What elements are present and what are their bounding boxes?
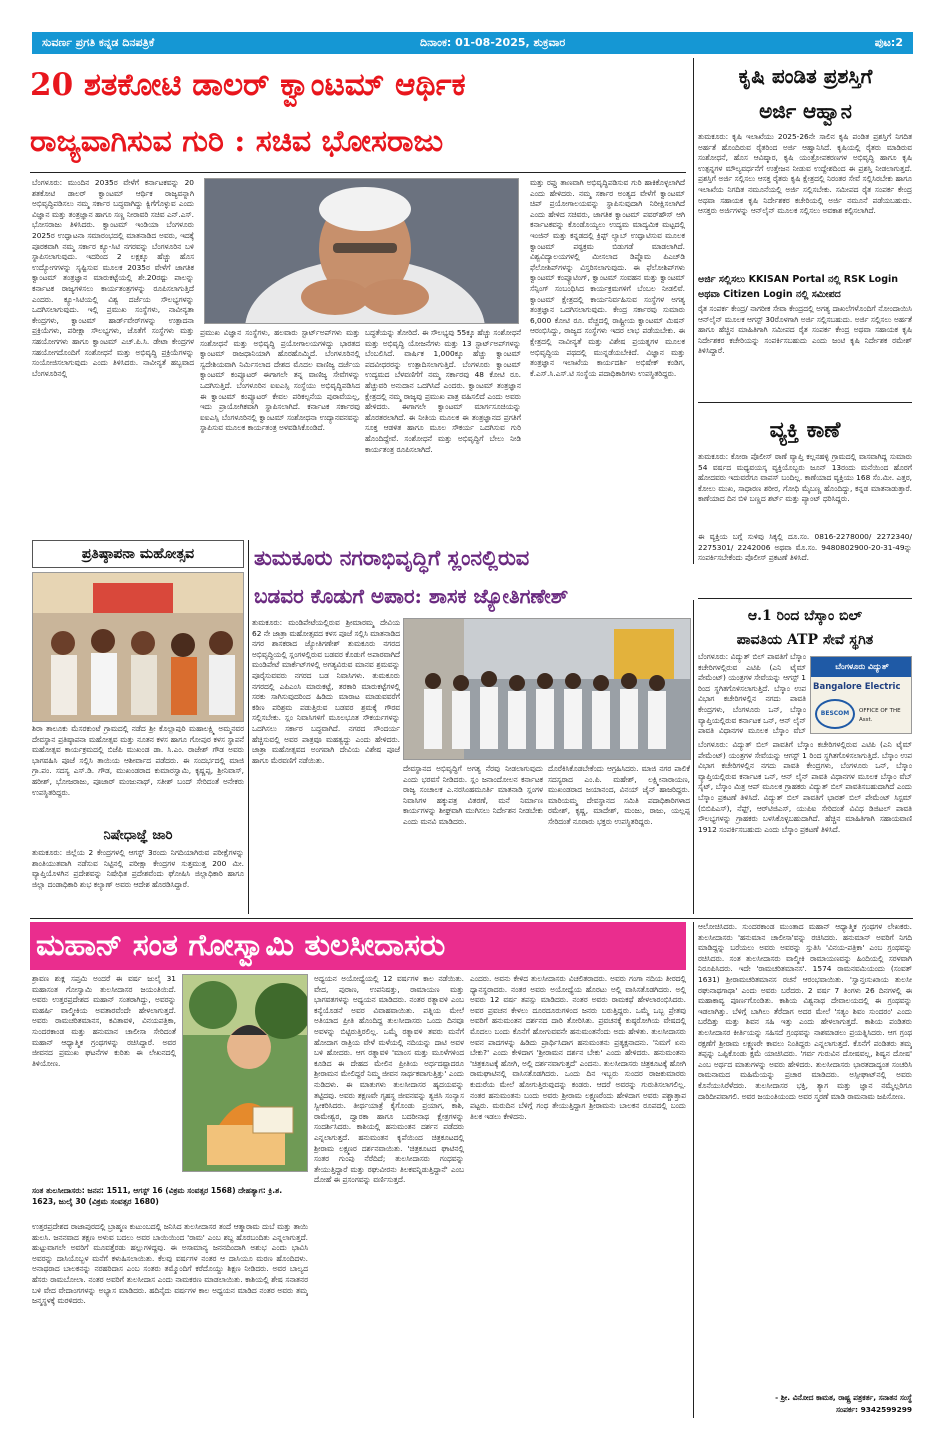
- page-number: ಪುಟ:2: [874, 36, 903, 49]
- lead-headline-1: 20 ಶತಕೋಟಿ ಡಾಲರ್ ಕ್ವಾಂಟಮ್ ಆರ್ಥಿಕ: [30, 67, 466, 103]
- temple-event-photo: [32, 572, 244, 722]
- tumakuru-event-photo: [403, 618, 691, 760]
- bescom-body: ಬೆಂಗಳೂರು: ವಿದ್ಯುತ್ ಬಿಲ್ ಪಾವತಿಗೆ ಬೆಸ್ಕಾಂ ಕಚೇರಿಗಳಲ್ಲಿರುವ ಎಟಿಪಿ (ಎನಿ ಟೈಮ್ ಪೇಮೆಂಟ್) ಯಂತ್ರಗಳ ಸೇವೆಯನ್ನು ಆಗಸ್ಟ್ 1 ರಿಂದ ಸ್ಥಗಿತಗೊಳಿಸಲಾಗುತ್ತಿದೆ. ಬೆಸ್ಕಾಂ ಉಪ ವಿಭಾಗ ಕಚೇರಿಗಳಲ್ಲಿನ ನಗದು ಪಾವತಿ ಕೇಂದ್ರಗಳು, ಬೆಂಗಳೂರು ಒನ್, ಬೆಸ್ಕಾಂ ವ್ಯಾಪ್ತಿಯಲ್ಲಿರುವ ಕರ್ನಾಟಕ ಒನ್, ಆನ್ ಲೈನ್ ಪಾವತಿ ವಿಧಾನಗಳ ಮೂಲಕ ಬೆಸ್ಕಾಂ ವೆಬ್ ಸೈಟ್, ಬೆಸ್ಕಾಂ ಮಿತ್ರ ಆಪ್ ಮೂಲಕ ಗ್ರಾಹಕರು ವಿದ್ಯುತ್ ಬಿಲ್ ಪಾವತಿಸಬಹುದಾಗಿದೆ ಎಂದು ಬೆಸ್ಕಾಂ ಪ್ರಕಟಣೆ ತಿಳಿಸಿದೆ. ವಿದ್ಯುತ್ ಬಿಲ್ ಪಾವತಿಗೆ ಭಾರತ್ ಬಿಲ್ ಪೇಮೆಂಟ್ ಸಿಸ್ಟಮ್ (ಬಿಬಿಪಿಎಸ್), ನೆಫ್ಟ್, ಆರ್‌ಟಿಜಿಎಸ್, ಯುಪಿಐ ಸೇರಿದಂತೆ ವಿವಿಧ ಡಿಜಿಟಲ್ ಪಾವತಿ ಸೌಲಭ್ಯಗಳನ್ನು ಗ್ರಾಹಕರು ಬಳಸಿಕೊಳ್ಳಬಹುದಾಗಿದೆ. ಹೆಚ್ಚಿನ ಮಾಹಿತಿಗಾಗಿ ಸಹಾಯವಾಣಿ 1912 ಸಂಪರ್ಕಿಸಬಹುದು ಎಂದು ಬೆಸ್ಕಾಂ ಪ್ರಕಟಣೆ ತಿಳಿಸಿದೆ.: [698, 740, 912, 834]
- lead-headline-2: ರಾಜ್ಯವಾಗಿಸುವ ಗುರಿ : ಸಚಿವ ಭೋಸರಾಜು: [30, 124, 444, 159]
- tumakuru-body-2: ದೇವಸ್ಥಾನದ ಅಭಿವೃದ್ಧಿಗೆ ಅಗತ್ಯ ನೆರವು ನೀಡಲಾಗುವುದು ಎಂದು ಭರವಸೆ ನೀಡಿದರು. ಸ್ಲಂ ಜನಾಂದೋಲನ ಕರ್ನಾಟಕ ರಾಜ್ಯ ಸಂಚಾಲಕ ಎ.ನರಸಿಂಹಮೂರ್ತಿ ಮಾತನಾಡಿ ಸ್ಲಂಗಳ ನಿವಾಸಿಗಳ ಹಕ್ಕುಪತ್ರ ವಿತರಣೆ, ಮನೆ ನಿರ್ಮಾಣ ಕಾರ್ಯಗಳನ್ನು ಶೀಘ್ರವಾಗಿ ಮುಗಿಸಲು ನಿರ್ದೇಶನ ನೀಡಬೇಕು ಎಂದು ಮನವಿ ಮಾಡಿದರು.: [403, 764, 543, 826]
- tulsidas-col-1b: ಉತ್ತರಪ್ರದೇಶದ ರಾಜಾಪುರದಲ್ಲಿ ಬ್ರಾಹ್ಮಣ ಕುಟುಂಬದಲ್ಲಿ ಜನಿಸಿದ ತುಲಸೀದಾಸರ ತಂದೆ ಆತ್ಮಾರಾಮ ದುಬೆ ಮತ್ತು ತಾಯಿ ಹುಲಸಿ. ಜನನವಾದ ತಕ್ಷಣ ಅಳುವ ಬದಲು ಅವರ ಬಾಯಿಯಿಂದ 'ರಾಮ' ಎಂಬ ಶಬ್ದ ಹೊರಬಂದಿತು ಎನ್ನಲಾಗುತ್ತದೆ. ಹುಟ್ಟುವಾಗಲೇ ಅವರಿಗೆ ಮೂವತ್ತೆರಡು ಹಲ್ಲುಗಳಿದ್ದವು. ಈ ಅಸಾಮಾನ್ಯ ಜನನದಿಂದಾಗಿ ಅಶುಭ ಎಂದು ಭಾವಿಸಿ ಅವರನ್ನು ದಾಸಿಯೊಬ್ಬಳ ಮನೆಗೆ ಕಳುಹಿಸಲಾಯಿತು. ಕೆಲವು ವರ್ಷಗಳ ನಂತರ ಆ ದಾಸಿಯೂ ಮರಣ ಹೊಂದಿದಳು. ಅನಾಥರಾದ ಬಾಲಕನನ್ನು ನರಹರಿದಾಸ ಎಂಬ ಸಂತರು ತಮ್ಮೊಂದಿಗೆ ಕರೆದೊಯ್ದು ಶಿಕ್ಷಣ ನೀಡಿದರು. ಅವರ ಬಾಲ್ಯದ ಹೆಸರು ರಾಮಬೋಲಾ. ನಂತರ ಅವರಿಗೆ ತುಲಸೀದಾಸ ಎಂದು ನಾಮಕರಣ ಮಾಡಲಾಯಿತು. ಕಾಶಿಯಲ್ಲಿ ಶೇಷ ಸನಾತನರ ಬಳಿ ವೇದ ವೇದಾಂಗಗಳನ್ನು ಅಭ್ಯಾಸ ಮಾಡಿದರು. ಹದಿನೈದು ವರ್ಷಗಳ ಕಾಲ ಅಧ್ಯಯನ ಮಾಡಿದ ನಂತರ ಅವರು ತಮ್ಮ ಜನ್ಮಸ್ಥಳಕ್ಕೆ ಮರಳಿದರು.: [32, 1222, 308, 1306]
- bescom-sign-photo: [810, 656, 912, 734]
- bescom-title-1: ಆ.1 ರಿಂದ ಬೆಸ್ಕಾಂ ಬಿಲ್: [747, 608, 863, 624]
- tumakuru-body-3: ದೊರೆಕಿಸಿಕೊಡಬೇಕೆಂದು ಆಗ್ರಹಿಸಿದರು. ಮಾಜಿ ನಗರ ಪಾಲಿಕೆ ಸದಸ್ಯರಾದ ಎಂ.ಪಿ. ಮಹೇಶ್, ಲಕ್ಷ್ಮೀನಾರಾಯಣ, ಮುಖಂಡರಾದ ಜಯಾನಂದ, ವಿನಯ್ ಜೈನ್ ಹಾಜರಿದ್ದರು. ಮಾರಿಯಮ್ಮ ದೇವಸ್ಥಾನದ ಸಮಿತಿ ಪದಾಧಿಕಾರಿಗಳಾದ ರಮೇಶ್, ಕೃಷ್ಣ, ಮಾದೇಶ್, ಮಂಜು, ರಾಜು, ಯಲ್ಲಪ್ಪ ಸೇರಿದಂತೆ ನೂರಾರು ಭಕ್ತರು ಉಪಸ್ಥಿತರಿದ್ದರು.: [548, 764, 690, 826]
- bescom-sign-english: Bangalore Electric: [813, 682, 901, 692]
- date-line: ದಿನಾಂಕ: 01-08-2025, ಶುಕ್ರವಾರ: [420, 36, 566, 49]
- bescom-title-2: ಪಾವತಿಯ ATP ಸೇವೆ ಸ್ಥಗಿತ: [736, 632, 874, 648]
- tulsidas-painting: [182, 974, 308, 1172]
- minister-photo: [204, 178, 519, 324]
- bescom-sign-office: OFFICE OF THE Asst.: [859, 708, 901, 723]
- tulsidas-headline: ಮಹಾನ್ ಸಂತ ಗೋಸ್ವಾಮಿ ತುಲಸೀದಾಸರು: [30, 922, 686, 970]
- missing-title: ವ್ಯಕ್ತಿ ಕಾಣೆ: [769, 417, 841, 443]
- krishi-title-1: ಕೃಷಿ ಪಂಡಿತ ಪ್ರಶಸ್ತಿಗೆ: [738, 64, 873, 88]
- prathishtapana-title: ಪ್ರತಿಷ್ಠಾಪನಾ ಮಹೋತ್ಸವ: [81, 546, 195, 562]
- missing-body: ತುಮಕೂರು: ಕೋರಾ ಪೊಲೀಸ್ ಠಾಣೆ ವ್ಯಾಪ್ತಿ ಕಲ್ಲನಹಳ್ಳಿ ಗ್ರಾಮದಲ್ಲಿ ವಾಸವಾಗಿದ್ದ ಸುಮಾರು 54 ವರ್ಷದ ಮಧ್ಯವಯಸ್ಕ ವ್ಯಕ್ತಿಯೊಬ್ಬರು ಜೂನ್ 13ರಂದು ಮನೆಯಿಂದ ಹೊರಗೆ ಹೋದವರು ಇದುವರೆಗೂ ವಾಪಸ್ ಬಂದಿಲ್ಲ. ಕಾಣೆಯಾದ ವ್ಯಕ್ತಿಯು 168 ಸೆಂ.ಮೀ. ಎತ್ತರ, ಕೋಲು ಮುಖ, ಸಾಧಾರಣ ಶರೀರ, ಗೋಧಿ ಮೈಬಣ್ಣ ಹೊಂದಿದ್ದು, ಕನ್ನಡ ಮಾತನಾಡುತ್ತಾರೆ. ಕಾಣೆಯಾದ ದಿನ ಬಿಳಿ ಬಣ್ಣದ ಶರ್ಟ್ ಮತ್ತು ಪ್ಯಾಂಟ್ ಧರಿಸಿದ್ದರು.: [698, 452, 912, 504]
- lead-column-3: ಮತ್ತು ರಫ್ತು ತಾಣವಾಗಿ ಅಭಿವೃದ್ಧಿಪಡಿಸುವ ಗುರಿ ಹಾಕಿಕೊಳ್ಳಲಾಗಿದೆ ಎಂದು ಹೇಳಿದರು. ನಮ್ಮ ಸರ್ಕಾರ ಅಂತ್ಯದ ವೇಳೆಗೆ ಕ್ವಾಂಟಮ್ ಚಿಪ್ ಪ್ರಯೋಗಾಲಯವನ್ನು ಸ್ಥಾಪಿಸುವುದಾಗಿ ನಿರೀಕ್ಷಿಸಲಾಗಿದೆ ಎಂದು ಹೇಳಿದ ಸಚಿವರು, ಜಾಗತಿಕ ಕ್ವಾಂಟಮ್ ಪವರ್‌ಹೌಸ್ ಆಗಿ ಕರ್ನಾಟಕವನ್ನು ಕೊಂಡೊಯ್ಯಲು ಉದ್ಯಮ ಮಾದ್ಯಮಿಕ ಮಟ್ಟದಲ್ಲಿ ಇಂಜಿನ್ ಮತ್ತು ಕನ್ನಡದಲ್ಲಿ ಕ್ರಿಪ್ಟ್ ಲ್ಯಾಬ್ ಉದ್ಘಾಟಿಸುವ ಮೂಲಕ ಕ್ವಾಂಟಮ್ ಪಠ್ಯಕ್ರಮ ಬಿಡುಗಡೆ ಮಾಡಲಾಗಿದೆ. ವಿಶ್ವವಿದ್ಯಾಲಯಗಳಲ್ಲಿ ಮೀಸಲಾದ ಡಿಪ್ಲೊಮ ಪಿಎಚ್‌ಡಿ ಫೆಲೋಶಿಪ್‌ಗಳನ್ನು ವಿಸ್ತರಿಸಲಾಗುವುದು. ಈ ಫೆಲೋಶಿಪ್‌ಗಳು ಕ್ವಾಂಟಮ್ ಕಂಪ್ಯೂಟಿಂಗ್, ಕ್ವಾಂಟಮ್ ಸಂವಹನ ಮತ್ತು ಕ್ವಾಂಟಮ್ ಸೆನ್ಸಿಂಗ್ ಸಂಬಂಧಿಸಿದ ಕಾರ್ಯಕ್ರಮಗಳಿಗೆ ಬೆಂಬಲ ನೀಡಲಿವೆ. ಕ್ವಾಂಟಮ್ ಕ್ಷೇತ್ರದಲ್ಲಿ ಕಾರ್ಯನಿರ್ವಹಿಸುವ ಸಂಸ್ಥೆಗಳ ಅಗತ್ಯ ತಂತ್ರಜ್ಞಾನ ಒದಗಿಸಲಾಗುವುದು. ಕೇಂದ್ರ ಸರ್ಕಾರವು ಸುಮಾರು 6,000 ಕೋಟಿ ರೂ. ವೆಚ್ಚದಲ್ಲಿ ರಾಷ್ಟ್ರೀಯ ಕ್ವಾಂಟಮ್ ಮಿಷನ್ ಆರಂಭಿಸಿದ್ದು, ರಾಜ್ಯದ ಸಂಸ್ಥೆಗಳು ಇದರ ಲಾಭ ಪಡೆಯಬೇಕು. ಈ ಕ್ಷೇತ್ರದಲ್ಲಿ ನಾವೀನ್ಯತೆ ಮತ್ತು ವಿಶೇಷ ಪ್ರಯತ್ನಗಳ ಮೂಲಕ ಅಭಿವೃದ್ಧಿಯ ಪಥದಲ್ಲಿ ಮುನ್ನಡೆಯಬೇಕಿದೆ. ವಿಜ್ಞಾನ ಮತ್ತು ತಂತ್ರಜ್ಞಾನ ಇಲಾಖೆಯ ಕಾರ್ಯದರ್ಶಿ ಅಭಿಷೇಕ್ ಕಂಡಿಗ, ಕೆ.ಎಸ್.ಸಿ.ಎಸ್.ಟಿ ಸಂಸ್ಥೆಯ ಪದಾಧಿಕಾರಿಗಳು ಉಪಸ್ಥಿತರಿದ್ದರು.: [530, 178, 685, 378]
- tulsidas-contact: ಸಂಪರ್ಕ: 9342599299: [835, 1405, 912, 1414]
- bescom-logo: BESCOM: [815, 699, 855, 729]
- tulsidas-col-1: ಶ್ರಾವಣ ಶುಕ್ಲ ಸಪ್ತಮಿ ಅಂದರೆ ಈ ವರ್ಷ ಜುಲೈ 31 ಮಹಾಸಂತ ಗೋಸ್ವಾಮಿ ತುಲಸೀದಾಸರ ಜಯಂತಿಯಿದೆ. ಅವರು ಉತ್ತರಪ್ರದೇಶದ ಮಹಾನ್ ಸಂತರಾಗಿದ್ದು, ಅವರನ್ನು ಮಹರ್ಷಿ ವಾಲ್ಮೀಕಿಯ ಅವತಾರವೆಂದೇ ಹೇಳಲಾಗುತ್ತದೆ. ಅವರು ರಾಮಚರಿತಮಾನಸ, ಕವಿತಾವಳಿ, ವಿನಯಪತ್ರಿಕಾ, ಸುಂದರಕಾಂಡ ಮತ್ತು ಹನುಮಾನ ಚಾಲೀಸಾ ಸೇರಿದಂತೆ ಮಹಾನ್ ಆಧ್ಯಾತ್ಮಿಕ ಗ್ರಂಥಗಳನ್ನು ರಚಿಸಿದ್ದಾರೆ. ಅವರ ಜೀವನದ ಪ್ರಮುಖ ಘಟನೆಗಳ ಕುರಿತು ಈ ಲೇಖನದಲ್ಲಿ ತಿಳಿಯೋಣ.: [32, 974, 176, 1068]
- krishi-portal-line: ಅರ್ಜಿ ಸಲ್ಲಿಸಲು KKISAN Portal ನಲ್ಲಿ RSK Login ಅಥವಾ Citizen Login ನಲ್ಲಿ ಸಮೀಪದ: [698, 274, 899, 300]
- tulsidas-signature: - ಶ್ರೀ. ವಿನೋದ ಕಾಮತ, ರಾಷ್ಟ್ರ ಪತ್ರಕರ್ತ, ಸನಾತನ ಸಂಸ್ಥೆ: [775, 1393, 912, 1402]
- tumakuru-headline-1: ತುಮಕೂರು ನಗರಾಭಿವೃದ್ಧಿಗೆ ಸ್ಲಂನಲ್ಲಿರುವ: [254, 545, 530, 570]
- missing-contact: ಈ ವ್ಯಕ್ತಿಯ ಬಗ್ಗೆ ಸುಳಿವು ಸಿಕ್ಕಲ್ಲಿ ದೂ.ಸಂ. 0816-2278000/ 2272340/ 2275301/ 2242006 ಅಥವಾ ಮೊ.ಸಂ. 9480802900-20-31-49ನ್ನು ಸಂಪರ್ಕಿಸಬೇಕೆಂದು ಪೊಲೀಸ್ ಪ್ರಕಟಣೆ ತಿಳಿಸಿದೆ.: [698, 532, 912, 563]
- paper-name: ಸುವರ್ಣ ಪ್ರಗತಿ ಕನ್ನಡ ದಿನಪತ್ರಿಕೆ: [42, 36, 155, 49]
- tumakuru-body-1: ತುಮಕೂರು: ಮಂಡಿಪೇಟೆಯಲ್ಲಿರುವ ಶ್ರೀಮಾರಮ್ಮ ದೇವಿಯ 62 ನೇ ಜಾತ್ರಾ ಮಹೋತ್ಸವದ ಕಳಸ ಪೂಜೆ ಸಲ್ಲಿಸಿ ಮಾತನಾಡಿದ ನಗರ ಶಾಸಕರಾದ ಜ್ಯೋತಿಗಣೇಶ್ ತುಮಕೂರು ನಗರದ ಅಭಿವೃದ್ಧಿಯಲ್ಲಿ ಸ್ಲಂಗಳಲ್ಲಿರುವ ಬಡವರ ಕೊಡುಗೆ ಅಪಾರವಾಗಿದೆ ಮಂಡಿಪೇಟೆ ಮಾರ್ಕೆಟ್‌ಗಳಲ್ಲಿ ಅಗತ್ಯವಿರುವ ಮಾನವ ಶ್ರಮವನ್ನು ಪೂರೈಸುವವರು ನಗರದ ಬಡ ನಿವಾಸಿಗಳು. ತುಮಕೂರು ನಗರದಲ್ಲಿ ಎಪಿಎಂಸಿ ಮಾರುಕಟ್ಟೆ, ತರಕಾರಿ ಮಾರುಕಟ್ಟೆಗಳಲ್ಲಿ ಸರಕು ಸಾಗಿಸುವುದರಿಂದ ಹಿಡಿದು ಮಾರಾಟ ಮಾಡುವವರೆಗೆ ಕಠಿಣ ಪರಿಶ್ರಮ ಪಡುತ್ತಿರುವ ಬಡವರ ಶ್ರಮಕ್ಕೆ ಗೌರವ ಸಲ್ಲಿಸಬೇಕು. ಸ್ಲಂ ನಿವಾಸಿಗಳಿಗೆ ಮೂಲಭೂತ ಸೌಕರ್ಯಗಳನ್ನು ಒದಗಿಸಲು ಸರ್ಕಾರ ಬದ್ಧವಾಗಿದೆ. ನಗರದ ಸೌಂದರ್ಯ ಹೆಚ್ಚಿಸುವಲ್ಲಿ ಅವರ ಪಾತ್ರವೂ ಮಹತ್ವದ್ದು ಎಂದು ಹೇಳಿದರು. ಜಾತ್ರಾ ಮಹೋತ್ಸವದ ಅಂಗವಾಗಿ ದೇವಿಯ ವಿಶೇಷ ಪೂಜೆ ಹಾಗೂ ಮೆರವಣಿಗೆ ನಡೆಯಿತು.: [252, 618, 400, 765]
- tulsidas-birth-info: ಸಂತ ತುಲಸೀದಾಸರು: ಜನನ: 1511, ಆಗಸ್ಟ್ 16 (ವಿಕ್ರಮ ಸಂವತ್ಸರ 1568) ದೇಹತ್ಯಾಗ: ಕ್ರಿ.ಶ. 1623, ಜುಲೈ 30 (ವಿಕ್ರಮ ಸಂವತ್ಸರ 1680): [32, 1186, 283, 1206]
- nishedhagne-body: ತುಮಕೂರು: ಜಿಲ್ಲೆಯ 2 ಕೇಂದ್ರಗಳಲ್ಲಿ ಆಗಸ್ಟ್ 3ರಂದು ನಿಗದಿಯಾಗಿರುವ ಪರೀಕ್ಷೆಗಳನ್ನು ಶಾಂತಿಯುತವಾಗಿ ನಡೆಸುವ ನಿಟ್ಟಿನಲ್ಲಿ ಪರೀಕ್ಷಾ ಕೇಂದ್ರಗಳ ಸುತ್ತಮುತ್ತ 200 ಮೀ. ವ್ಯಾಪ್ತಿಯೊಳಗಿನ ಪ್ರದೇಶವನ್ನು ನಿಷೇಧಿತ ಪ್ರದೇಶವೆಂದು ಘೋಷಿಸಿ ಜಿಲ್ಲಾಧಿಕಾರಿ ಹಾಗೂ ಜಿಲ್ಲಾ ದಂಡಾಧಿಕಾರಿ ಶುಭ ಕಲ್ಯಾಣ್ ಅವರು ಆದೇಶ ಹೊರಡಿಸಿದ್ದಾರೆ.: [32, 848, 244, 889]
- lead-column-1: ಬೆಂಗಳೂರು: ಮುಂದಿನ 2035ರ ವೇಳೆಗೆ ಕರ್ನಾಟಕವನ್ನು 20 ಶತಕೋಟಿ ಡಾಲರ್ ಕ್ವಾಂಟಮ್ ಆರ್ಥಿಕ ರಾಜ್ಯವನ್ನಾಗಿ ಅಭಿವೃದ್ಧಿಪಡಿಸಲು ನಮ್ಮ ಸರ್ಕಾರ ಬದ್ಧವಾಗಿದ್ದು ಕ್ವಿಗೆಗೊಳ್ಳುವ ಎಂದು ವಿಜ್ಞಾನ ಮತ್ತು ತಂತ್ರಜ್ಞಾನ ಹಾಗೂ ಸಣ್ಣ ನೀರಾವರಿ ಸಚಿವ ಎನ್.ಎಸ್. ಭೋಸರಾಜು ತಿಳಿಸಿದರು. ಕ್ವಾಂಟಮ್ ಇಂಡಿಯಾ ಬೆಂಗಳೂರು 2025ರ ಉದ್ಘಾಟನಾ ಸಮಾರಂಭದಲ್ಲಿ ಮಾತನಾಡಿದ ಅವರು, ಇದಕ್ಕೆ ಪೂರಕವಾಗಿ ನಮ್ಮ ಸರ್ಕಾರ ಕ್ಯೂ-ಸಿಟಿ ನಗರವನ್ನು ಬೆಂಗಳೂರಿನ ಬಳಿ ಸ್ಥಾಪಿಸಲಾಗುವುದು. ಇದರಿಂದ 2 ಲಕ್ಷಕ್ಕೂ ಹೆಚ್ಚು ಹೊಸ ಉದ್ಯೋಗಗಳನ್ನು ಸೃಷ್ಟಿಸುವ ಮೂಲಕ 2035ರ ವೇಳೆಗೆ ಜಾಗತಿಕ ಕ್ವಾಂಟಮ್ ತಂತ್ರಜ್ಞಾನ ಮಾರುಕಟ್ಟೆಯಲ್ಲಿ ಶೇ.20ರಷ್ಟು ಪಾಲನ್ನು ಕರ್ನಾಟಕ ರಾಜ್ಯಗಳಿಸಲು ಕಾರ್ಯತಂತ್ರಗಳನ್ನು ರೂಪಿಸಲಾಗುತ್ತಿದೆ ಎಂದರು. ಕ್ಯೂ-ಸಿಟಿಯಲ್ಲಿ ವಿಶ್ವ ದರ್ಜೆಯ ಸೌಲಭ್ಯಗಳನ್ನು ಒದಗಿಸಲಾಗುವುದು. ಇಲ್ಲಿ ಪ್ರಮುಖ ಸಂಸ್ಥೆಗಳು, ನಾವೀನ್ಯತಾ ಕೇಂದ್ರಗಳು, ಕ್ವಾಂಟಮ್ ಹಾರ್ಡ್‌ವೇರ್‌ಗಳನ್ನು ಉತ್ಪಾದನಾ ಪ್ರಕ್ರಿಯೆಗಳು, ಪರೀಕ್ಷಾ ಸೌಲಭ್ಯಗಳು, ಜೊತೆಗೆ ಸಂಸ್ಥೆಗಳು ಮತ್ತು ಸಹಯೋಗಗಳು ಹಾಗೂ ಕ್ವಾಂಟಮ್ ಎಚ್.ಪಿ.ಸಿ. ಡೇಟಾ ಕೇಂದ್ರಗಳ ಸಹಯೋಗದೊಂದಿಗೆ ಸಂಶೋಧನೆ ಮತ್ತು ಅಭಿವೃದ್ಧಿ ಪ್ರಕ್ರಿಯೆಗಳನ್ನು ಸಂಯೋಜಿಸಲಾಗುವುದು ಎಂದು ತಿಳಿಸಿದರು. ನಾವೀನ್ಯತೆ ಹಬ್ಬವಾದ ಬೆಂಗಳೂರಿನಲ್ಲಿ: [32, 178, 194, 378]
- tulsidas-col-2: ಅಧ್ಯಯನ ಅಯೋಧ್ಯೆಯಲ್ಲಿ 12 ವರ್ಷಗಳ ಕಾಲ ನಡೆಯಿತು. ವೇದ, ಪುರಾಣ, ಉಪನಿಷತ್ತು, ರಾಮಾಯಣ ಮತ್ತು ಭಾಗವತಗಳನ್ನು ಅಧ್ಯಯನ ಮಾಡಿದರು. ನಂತರ ರತ್ನಾವಳಿ ಎಂಬ ಕನ್ಯೆಯೊಡನೆ ಅವರ ವಿವಾಹವಾಯಿತು. ಪತ್ನಿಯ ಮೇಲೆ ಅತಿಯಾದ ಪ್ರೀತಿ ಹೊಂದಿದ್ದ ತುಲಸೀದಾಸರು ಒಂದು ದಿನವೂ ಅವಳನ್ನು ಬಿಟ್ಟಿರುತ್ತಿರಲಿಲ್ಲ. ಒಮ್ಮೆ ರತ್ನಾವಳಿ ತವರು ಮನೆಗೆ ಹೋದಾಗ ರಾತ್ರಿಯ ವೇಳೆ ಮಳೆಯಲ್ಲಿ ನದಿಯನ್ನು ದಾಟಿ ಅವಳ ಬಳಿ ಹೋದರು. ಆಗ ರತ್ನಾವಳಿ 'ಮಾಂಸ ಮತ್ತು ಮೂಳೆಗಳಿಂದ ಕೂಡಿದ ಈ ದೇಹದ ಮೇಲಿನ ಪ್ರೀತಿಯ ಅರ್ಧದಷ್ಟಾದರೂ ಶ್ರೀರಾಮನ ಮೇಲಿದ್ದರೆ ನಿಮ್ಮ ಜೀವನ ಸಾರ್ಥಕವಾಗುತ್ತಿತ್ತು' ಎಂದು ನುಡಿದಳು. ಈ ಮಾತುಗಳು ತುಲಸೀದಾಸರ ಹೃದಯವನ್ನು ತಟ್ಟಿದವು. ಅವರು ತಕ್ಷಣವೇ ಗೃಹಸ್ಥ ಜೀವನವನ್ನು ತ್ಯಜಿಸಿ ಸಂನ್ಯಾಸ ಸ್ವೀಕರಿಸಿದರು. ತೀರ್ಥಯಾತ್ರೆ ಕೈಗೊಂಡು ಪ್ರಯಾಗ, ಕಾಶಿ, ರಾಮೇಶ್ವರ, ದ್ವಾರಕಾ ಹಾಗೂ ಬದರೀನಾಥ ಕ್ಷೇತ್ರಗಳನ್ನು ಸಂದರ್ಶಿಸಿದರು. ಕಾಶಿಯಲ್ಲಿ ಹನುಮಂತನ ದರ್ಶನ ಪಡೆದರು ಎನ್ನಲಾಗುತ್ತದೆ. ಹನುಮಂತನ ಕೃಪೆಯಿಂದ ಚಿತ್ರಕೂಟದಲ್ಲಿ ಶ್ರೀರಾಮ ಲಕ್ಷ್ಮಣರ ದರ್ಶನವಾಯಿತು. 'ಚಿತ್ರಕೂಟದ ಘಾಟಿನಲ್ಲಿ ಸಂತರ ಗುಂಪು ನೆರೆದಿದೆ; ತುಲಸೀದಾಸರು ಗಂಧವನ್ನು ತೇಯುತ್ತಿದ್ದಾರೆ ಮತ್ತು ರಘುವೀರನು ತಿಲಕವನ್ನಿಡುತ್ತಿದ್ದಾನೆ' ಎಂಬ ದೋಹೆ ಈ ಪ್ರಸಂಗವನ್ನು ವರ್ಣಿಸುತ್ತದೆ.: [314, 974, 464, 1185]
- prathishtapana-title-box: [32, 540, 244, 568]
- bescom-sign-kannada: ಬೆಂಗಳೂರು ವಿದ್ಯುತ್: [811, 657, 912, 677]
- krishi-body-2: ರೈತ ಸಂಪರ್ಕ ಕೇಂದ್ರ/ ನಾಗರೀಕ ಸೇವಾ ಕೇಂದ್ರದಲ್ಲಿ ಅಗತ್ಯ ದಾಖಲೆಗಳೊಂದಿಗೆ ನೋಂದಾಯಿಸಿ ಆನ್‌ಲೈನ್ ಮೂಲಕ ಆಗಸ್ಟ್ 30ರೊಳಗಾಗಿ ಅರ್ಜಿ ಸಲ್ಲಿಸಬಹುದು. ಅರ್ಜಿ ಸಲ್ಲಿಸಲು ಅರ್ಹತೆ ಹಾಗೂ ಹೆಚ್ಚಿನ ಮಾಹಿತಿಗಾಗಿ ಸಮೀಪದ ರೈತ ಸಂಪರ್ಕ ಕೇಂದ್ರ ಅಥವಾ ಸಹಾಯಕ ಕೃಷಿ ನಿರ್ದೇಶಕರ ಕಚೇರಿಯನ್ನು ಸಂಪರ್ಕಿಸಬಹುದು ಎಂದು ಜಂಟಿ ಕೃಷಿ ನಿರ್ದೇಶಕ ರಮೇಶ್ ತಿಳಿಸಿದ್ದಾರೆ.: [698, 304, 912, 356]
- krishi-title-2: ಅರ್ಜಿ ಆಹ್ವಾನ: [759, 99, 852, 123]
- tulsidas-col-3: ಎಂದರು. ಅವನು ಕೇಳಿದ ತುಲಸೀದಾಸರು ವಿಚಲಿತರಾದರು. ಅವರು ಗಂಗಾ ನದಿಯ ತೀರದಲ್ಲಿ ಧ್ಯಾನಸ್ಥರಾದರು. ನಂತರ ಅವರು ಅಯೋಧ್ಯೆಯ ಹೊರಟು ಅಲ್ಲಿ ವಾಸಿಸತೊಡಗಿದರು. ಅಲ್ಲಿ ಅವರು 12 ವರ್ಷ ತಪಸ್ಸು ಮಾಡಿದರು. ನಂತರ ಅವರು ರಾಮಕಥೆ ಹೇಳಲಾರಂಭಿಸಿದರು. ಅವರ ಪ್ರವಚನ ಕೇಳಲು ದೂರದೂರುಗಳಿಂದ ಜನರು ಬರುತ್ತಿದ್ದರು. ಒಮ್ಮೆ ಒಬ್ಬ ಪ್ರೇತವು ಅವರಿಗೆ ಹನುಮಂತನ ದರ್ಶನದ ದಾರಿ ತೋರಿಸಿತು. ಪ್ರವಚನಕ್ಕೆ ಕುಷ್ಠರೋಗಿಯ ವೇಷದಲ್ಲಿ ಮೊದಲು ಬಂದು ಕೊನೆಗೆ ಹೋಗುವವನೇ ಹನುಮಂತನೆಂದು ಅದು ಹೇಳಿತು. ತುಲಸೀದಾಸರು ಅವನ ಪಾದಗಳನ್ನು ಹಿಡಿದು ಪ್ರಾರ್ಥಿಸಿದಾಗ ಹನುಮಂತನು ಪ್ರತ್ಯಕ್ಷನಾದನು. 'ನಿಮಗೆ ಏನು ಬೇಕು?' ಎಂದು ಕೇಳಿದಾಗ 'ಶ್ರೀರಾಮನ ದರ್ಶನ ಬೇಕು' ಎಂದು ಹೇಳಿದರು. ಹನುಮಂತನು 'ಚಿತ್ರಕೂಟಕ್ಕೆ ಹೋಗಿ, ಅಲ್ಲಿ ದರ್ಶನವಾಗುತ್ತದೆ' ಎಂದನು. ತುಲಸೀದಾಸರು ಚಿತ್ರಕೂಟಕ್ಕೆ ಹೋಗಿ ರಾಮಘಾಟಿನಲ್ಲಿ ವಾಸಿಸತೊಡಗಿದರು. ಒಂದು ದಿನ ಇಬ್ಬರು ಸುಂದರ ರಾಜಕುಮಾರರು ಕುದುರೆಯ ಮೇಲೆ ಹೋಗುತ್ತಿರುವುದನ್ನು ಕಂಡರು. ಆದರೆ ಅವರನ್ನು ಗುರುತಿಸಲಾಗಲಿಲ್ಲ. ನಂತರ ಹನುಮಂತನು ಬಂದು ಅವರು ಶ್ರೀರಾಮ ಲಕ್ಷ್ಮಣರೆಂದು ಹೇಳಿದಾಗ ಅವರು ಪಶ್ಚಾತ್ತಾಪ ಪಟ್ಟರು. ಮರುದಿನ ಬೆಳಿಗ್ಗೆ ಗಂಧ ತೇಯುತ್ತಿದ್ದಾಗ ಶ್ರೀರಾಮನು ಬಾಲಕನ ರೂಪದಲ್ಲಿ ಬಂದು ತಿಲಕ ಇಡಲು ಕೇಳಿದನು.: [470, 974, 686, 1121]
- tumakuru-headline-2: ಬಡವರ ಕೊಡುಗೆ ಅಪಾರ: ಶಾಸಕ ಜ್ಯೋತಿಗಣೇಶ್: [254, 584, 569, 608]
- krishi-body: ತುಮಕೂರು: ಕೃಷಿ ಇಲಾಖೆಯು 2025-26ನೇ ಸಾಲಿನ ಕೃಷಿ ಪಂಡಿತ ಪ್ರಶಸ್ತಿಗೆ ನಿಗದಿತ ಅರ್ಹತೆ ಹೊಂದಿರುವ ರೈತರಿಂದ ಅರ್ಜಿ ಆಹ್ವಾನಿಸಿದೆ. ಕೃಷಿಯಲ್ಲಿ ರೈತರು ಮಾಡಿರುವ ಸಂಶೋಧನೆ, ಹೊಸ ಆವಿಷ್ಕಾರ, ಕೃಷಿ ಯಂತ್ರೋಪಕರಣಗಳ ಅಭಿವೃದ್ಧಿ ಹಾಗೂ ಕೃಷಿ ಉತ್ಪನ್ನಗಳ ಮೌಲ್ಯವರ್ಧನೆಗೆ ಉತ್ತೇಜನ ನೀಡುವ ಉದ್ದೇಶದಿಂದ ಈ ಪ್ರಶಸ್ತಿ ನೀಡಲಾಗುತ್ತದೆ. ಪ್ರಶಸ್ತಿಗೆ ಅರ್ಜಿ ಸಲ್ಲಿಸಲು ಆಸಕ್ತ ರೈತರು ಕೃಷಿ ಕ್ಷೇತ್ರದಲ್ಲಿ ನಿರಂತರ ಸೇವೆ ಸಲ್ಲಿಸಿರಬೇಕು ಹಾಗೂ ಇಲಾಖೆಯ ನಿಗದಿತ ನಮೂನೆಯಲ್ಲಿ ಅರ್ಜಿ ಸಲ್ಲಿಸಬೇಕು. ಸಮೀಪದ ರೈತ ಸಂಪರ್ಕ ಕೇಂದ್ರ ಅಥವಾ ಸಹಾಯಕ ಕೃಷಿ ನಿರ್ದೇಶಕರ ಕಚೇರಿಯಲ್ಲಿ ಅರ್ಜಿ ನಮೂನೆ ಪಡೆಯಬಹುದು. ಆಸಕ್ತರು ಅರ್ಜಿಗಳನ್ನು ಆನ್‌ಲೈನ್ ಮೂಲಕ ಸಲ್ಲಿಸಲು ಅವಕಾಶ ಕಲ್ಪಿಸಲಾಗಿದೆ.: [698, 132, 912, 216]
- lead-column-2b: ಬದ್ಧತೆಯನ್ನು ತೋರಿದೆ. ಈ ಸೌಲಭ್ಯವು 55ಕ್ಕೂ ಹೆಚ್ಚು ಸಂಶೋಧನೆ ಮತ್ತು ಅಭಿವೃದ್ಧಿ ಯೋಜನೆಗಳು ಮತ್ತು 13 ಸ್ಟಾರ್ಟ್‌ಅಪ್‌ಗಳನ್ನು ಬೆಂಬಲಿಸಿದೆ. ವಾರ್ಷಿಕ 1,000ಕ್ಕೂ ಹೆಚ್ಚು ಕ್ವಾಂಟಮ್ ಪದವೀಧರರನ್ನು ಉತ್ಪಾದಿಸಲಾಗುತ್ತಿದೆ. ಬೆಂಗಳೂರು ಕ್ವಾಂಟಮ್ ಉದ್ಯಮದ ಬೆಳವಣಿಗೆಗೆ ನಮ್ಮ ಸರ್ಕಾರವು 48 ಕೋಟಿ ರೂ. ಹೆಚ್ಚುವರಿ ಅನುದಾನ ಒದಗಿಸಿದೆ ಎಂದರು. ಕ್ವಾಂಟಮ್ ತಂತ್ರಜ್ಞಾನ ಕ್ಷೇತ್ರದಲ್ಲಿ ನಮ್ಮ ರಾಜ್ಯವು ಪ್ರಮುಖ ಪಾತ್ರ ವಹಿಸಲಿದೆ ಎಂದು ಅವರು ಹೇಳಿದರು. ಈಗಾಗಲೇ ಕ್ವಾಂಟಮ್ ಮಾರ್ಗಸೂಚಿಯನ್ನು ಹೊರತರಲಾಗಿದೆ. ಈ ನೀತಿಯ ಮೂಲಕ ಈ ತಂತ್ರಜ್ಞಾನದ ಪ್ರಗತಿಗೆ ಸೂಕ್ತ ಆಡಳಿತ ಹಾಗೂ ಮೂಲ ಸೌಕರ್ಯ ಒದಗಿಸುವ ಗುರಿ ಹೊಂದಿದ್ದೇವೆ. ಸಂಶೋಧನೆ ಮತ್ತು ಅಭಿವೃದ್ಧಿಗೆ ಬೇಲು ನೀಡಿ ಕಾರ್ಯತಂತ್ರ ರೂಪಿಸಲಾಗಿದೆ.: [365, 328, 521, 454]
- nishedhagne-title: ನಿಷೇಧಾಜ್ಞೆ ಜಾರಿ: [103, 828, 173, 843]
- page-header: [32, 32, 913, 54]
- tulsidas-col-4: ಆಲೋಚಿಸಿದರು. ಸುಂದರಕಾಂಡ ಮುಂತಾದ ಮಹಾನ್ ಆಧ್ಯಾತ್ಮಿಕ ಗ್ರಂಥಗಳ ಲೇಖಕರು. ತುಲಸೀದಾಸರು 'ಹನುಮಾನ ಚಾಲೀಸಾ'ವನ್ನು ರಚಿಸಿದರು. ಹನುಮಾನ್ ಅವರಿಗೆ ನಿಗದಿ ಮಾಡಿದ್ದನ್ನು ಬರೆಯಲು ಅವರು ಅವರನ್ನು ಸ್ತುತಿಸಿ 'ವಿನಯ-ಪತ್ರಿಕಾ' ಎಂಬ ಗ್ರಂಥವನ್ನು ರಚಿಸಿದರು. ಸಂತ ತುಲಸೀದಾಸರು ವಾಲ್ಮೀಕಿ ರಾಮಾಯಣವನ್ನು ಹಿಂದಿಯಲ್ಲಿ ಸರಳವಾಗಿ ನಿರೂಪಿಸಿದರು. ಇದೇ 'ರಾಮಚರಿತಮಾನಸ'. 1574 ರಾಮನವಮಿಯಂದು (ಸಂವತ್ 1631) ಶ್ರೀರಾಮಚರಿತಮಾನಸ ರಚನೆ ಆರಂಭವಾಯಿತು. 'ಸ್ವಾನ್ತಃಸುಖಾಯ ತುಲಸೀ ರಘುನಾಥಗಾಥಾ' ಎಂದು ಅವರು ಬರೆದರು. 2 ವರ್ಷ 7 ತಿಂಗಳು 26 ದಿನಗಳಲ್ಲಿ ಈ ಮಹಾಕಾವ್ಯ ಪೂರ್ಣಗೊಂಡಿತು. ಕಾಶಿಯ ವಿಶ್ವನಾಥ ದೇವಾಲಯದಲ್ಲಿ ಈ ಗ್ರಂಥವನ್ನು ಇಡಲಾಗಿತ್ತು. ಬೆಳಿಗ್ಗೆ ಬಾಗಿಲು ತೆರೆದಾಗ ಅದರ ಮೇಲೆ 'ಸತ್ಯಂ ಶಿವಂ ಸುಂದರಂ' ಎಂದು ಬರೆದಿತ್ತು ಮತ್ತು ಶಿವನ ಸಹಿ ಇತ್ತು ಎಂದು ಹೇಳಲಾಗುತ್ತದೆ. ಕಾಶಿಯ ಪಂಡಿತರು ತುಲಸೀದಾಸರ ಕೀರ್ತಿಯನ್ನು ಸಹಿಸದೆ ಗ್ರಂಥವನ್ನು ನಾಶಮಾಡಲು ಪ್ರಯತ್ನಿಸಿದರು. ಆಗ ಗ್ರಂಥ ರಕ್ಷಣೆಗೆ ಶ್ರೀರಾಮ ಲಕ್ಷ್ಮಣರೇ ಕಾವಲು ನಿಂತಿದ್ದರು ಎನ್ನಲಾಗುತ್ತದೆ. ಕೊನೆಗೆ ಪಂಡಿತರು ತಮ್ಮ ತಪ್ಪನ್ನು ಒಪ್ಪಿಕೊಂಡು ಕ್ಷಮೆ ಯಾಚಿಸಿದರು. 'ಗರ್ವ ಗುರುವಿನ ದೋಷವಲ್ಲ, ಶಿಷ್ಯನ ದೋಷ' ಎಂಬ ಅರ್ಥದ ಮಾತುಗಳನ್ನು ಅವರು ಹೇಳಿದರು. ತುಲಸೀದಾಸರು ಭಾರತದಾದ್ಯಂತ ಸಂಚರಿಸಿ ರಾಮನಾಮದ ಮಹಿಮೆಯನ್ನು ಪ್ರಚಾರ ಮಾಡಿದರು. ಅಸ್ಸೀಘಾಟ್‌ನಲ್ಲಿ ಅವರು ಕೊನೆಯುಸಿರೆಳೆದರು. ತುಲಸೀದಾಸರ ಭಕ್ತಿ, ತ್ಯಾಗ ಮತ್ತು ಜ್ಞಾನ ನಮ್ಮೆಲ್ಲರಿಗೂ ದಾರಿದೀಪವಾಗಲಿ. ಅವರ ಜಯಂತಿಯಂದು ಅವರ ಸ್ಮರಣೆ ಮಾಡಿ ರಾಮನಾಮ ಜಪಿಸೋಣ.: [698, 922, 912, 1101]
- lead-column-2a: ಪ್ರಮುಖ ವಿಜ್ಞಾನ ಸಂಸ್ಥೆಗಳು, ಹಲವಾರು ಸ್ಟಾರ್ಟ್‌ಅಪ್‌ಗಳು ಮತ್ತು ಸಂಶೋಧನೆ ಮತ್ತು ಅಭಿವೃದ್ಧಿ ಪ್ರಯೋಗಾಲಯಗಳಿದ್ದು ಭಾರತದ ಕ್ವಾಂಟಮ್ ರಾಜಧಾನಿಯಾಗಿ ಹೊರಹೊಮ್ಮಿದೆ. ಬೆಂಗಳೂರಿನಲ್ಲಿ ಸ್ವದೇಶಿಯವಾಗಿ ನಿರ್ಮಿಸಲಾದ ದೇಶದ ಮೊದಲ ವಾಣಿಜ್ಯ ದರ್ಜೆಯ ಕ್ವಾಂಟಮ್ ಕಂಪ್ಯೂಟರ್ ಈಗಾಗಲೇ ತನ್ನ ವಾಣಿಜ್ಯ ಸೇವೆಗಳನ್ನು ಒದಗಿಸುತ್ತಿದೆ. ಬೆಂಗಳೂರಿನ ಐಐಎಸ್ಸಿ ಸಂಸ್ಥೆಯು ಅಭಿವೃದ್ಧಿಪಡಿಸಿದ ಈ ಕ್ವಾಂಟಮ್ ಕಂಪ್ಯೂಟರ್ ಕೇವಲ ಪರಿಕಲ್ಪನೆಯ ಪುರಾವೆಯಲ್ಲ, ಇದು ಪ್ರಾಯೋಗಿಕವಾಗಿ ಸ್ಥಾಪಿಸಲಾಗಿದೆ. ಕರ್ನಾಟಕ ಸರ್ಕಾರವು ಐಐಎಸ್ಸಿ ಬೆಂಗಳೂರಿನಲ್ಲಿ ಕ್ವಾಂಟಮ್ ಸಂಶೋಧನಾ ಉದ್ಯಾನವನವನ್ನು ಸ್ಥಾಪಿಸುವ ಮೂಲಕ ಕಾರ್ಯತಂತ್ರ ಅಳವಡಿಸಿಕೊಂಡಿದೆ.: [200, 328, 360, 433]
- bescom-body-intro: ಬೆಂಗಳೂರು: ವಿದ್ಯುತ್ ಬಿಲ್ ಪಾವತಿಗೆ ಬೆಸ್ಕಾಂ ಕಚೇರಿಗಳಲ್ಲಿರುವ ಎಟಿಪಿ (ಎನಿ ಟೈಮ್ ಪೇಮೆಂಟ್) ಯಂತ್ರಗಳ ಸೇವೆಯನ್ನು ಆಗಸ್ಟ್ 1 ರಿಂದ ಸ್ಥಗಿತಗೊಳಿಸಲಾಗುತ್ತಿದೆ. ಬೆಸ್ಕಾಂ ಉಪ ವಿಭಾಗ ಕಚೇರಿಗಳಲ್ಲಿನ ನಗದು ಪಾವತಿ ಕೇಂದ್ರಗಳು, ಬೆಂಗಳೂರು ಒನ್, ಬೆಸ್ಕಾಂ ವ್ಯಾಪ್ತಿಯಲ್ಲಿರುವ ಕರ್ನಾಟಕ ಒನ್, ಆನ್ ಲೈನ್ ಪಾವತಿ ವಿಧಾನಗಳ ಮೂಲಕ ಬೆಸ್ಕಾಂ ವೆಬ್: [698, 652, 806, 736]
- prathishtapana-body: ಶಿರಾ ತಾಲೂಕು ಮೆಸರಕುಂಟೆ ಗ್ರಾಮದಲ್ಲಿ ನಡೆದ ಶ್ರೀ ಕೊಲ್ಲಾಪುರಿ ಮಹಾಲಕ್ಷ್ಮಿ ಅಮ್ಮನವರ ದೇವಸ್ಥಾನ ಪ್ರತಿಷ್ಠಾಪನಾ ಮಹೋತ್ಸವ ಮತ್ತು ನೂತನ ಕಳಸ ಹಾಗೂ ಗೋಪುರ ಕಳಸ ಸ್ಥಾಪನೆ ಮಹೋತ್ಸವ ಕಾರ್ಯಕ್ರಮದಲ್ಲಿ ಬಿಜೆಪಿ ಮುಖಂಡ ಡಾ. ಸಿ.ಎಂ. ರಾಜೇಶ್ ಗೌಡ ಅವರು ಭಾಗವಹಿಸಿ ಪೂಜೆ ಸಲ್ಲಿಸಿ ತಾಯಿಯ ಆಶೀರ್ವಾದ ಪಡೆದರು. ಈ ಸಂದರ್ಭದಲ್ಲಿ ಮಾಜಿ ಗ್ರಾ.ಪಂ. ಸದಸ್ಯ ಎಸ್.ಡಿ. ಗೌಡ, ಮುಖಂಡರಾದ ಕುಮಾರಸ್ವಾಮಿ, ಕೃಷ್ಣಪ್ಪ, ಶ್ರೀನಿವಾಸ್, ಹರೀಶ್, ಭೋಜರಾಜು, ಪೂಜಾರ್ ಮಂಜುನಾಥ್, ಸತೀಶ್ ಬಂದ್ ಸೇರಿದಂತೆ ಅನೇಕರು ಉಪಸ್ಥಿತರಿದ್ದರು.: [32, 724, 244, 797]
